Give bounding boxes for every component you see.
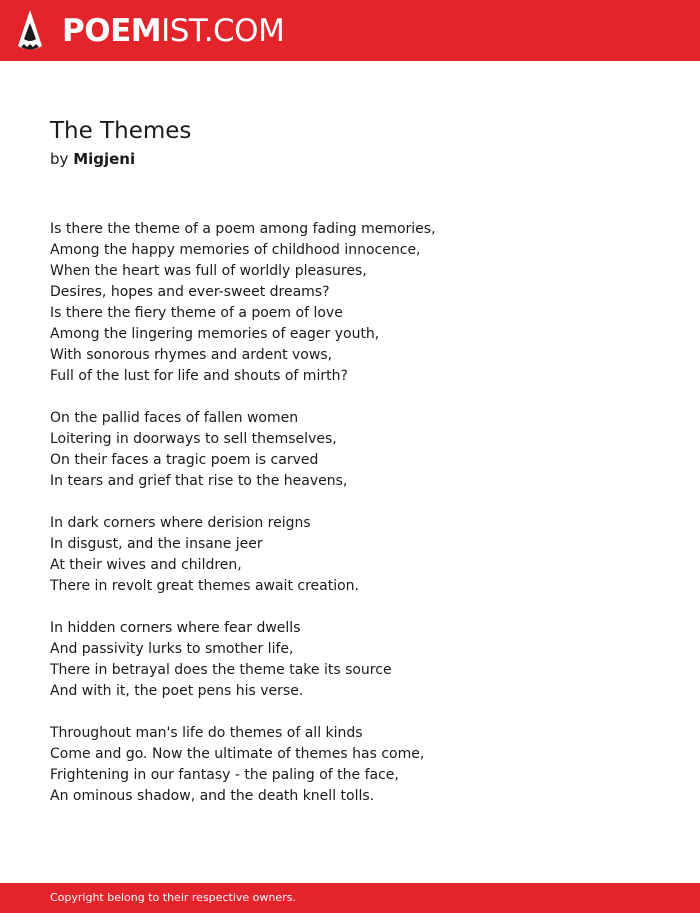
poem-line: Among the lingering memories of eager youth,	[50, 326, 380, 342]
poem-line: On the pallid faces of fallen women	[50, 410, 299, 426]
poem-line: Frightening in our fantasy - the paling of the face,	[50, 767, 399, 783]
by-prefix: by	[50, 150, 69, 168]
poem-line: In dark corners where derision reigns	[50, 515, 311, 531]
poem-line: Desires, hopes and ever-sweet dreams?	[50, 284, 330, 300]
poem-line: Is there the theme of a poem among fading memories,	[50, 221, 436, 237]
copyright-text: Copyright belong to their respective owners.	[50, 891, 296, 904]
pencil-tip-icon	[17, 9, 43, 51]
poem-line: Come and go. Now the ultimate of themes has come,	[50, 746, 425, 762]
poem-stanza	[50, 513, 650, 597]
byline	[50, 149, 135, 169]
poem-stanza	[50, 618, 650, 702]
poem-line: Loitering in doorways to sell themselves,	[50, 431, 337, 447]
poem-stanza	[50, 219, 650, 387]
poem-line: An ominous shadow, and the death knell tolls.	[50, 788, 375, 804]
poem-line: And with it, the poet pens his verse.	[50, 683, 304, 699]
poem-line: In tears and grief that rise to the heavens,	[50, 473, 348, 489]
poem-line: In hidden corners where fear dwells	[50, 620, 301, 636]
poem-author: Migjeni	[73, 150, 136, 168]
site-footer	[0, 883, 700, 913]
poem-line: On their faces a tragic poem is carved	[50, 452, 319, 468]
poem-stanza	[50, 408, 650, 492]
poem-line: Full of the lust for life and shouts of mirth?	[50, 368, 348, 384]
logo-bold-text: POEM	[62, 13, 162, 49]
poem-line: When the heart was full of worldly pleasures,	[50, 263, 367, 279]
poem-line: Among the happy memories of childhood innocence,	[50, 242, 421, 258]
site-logo[interactable]	[62, 13, 284, 49]
poem-line: There in revolt great themes await creation.	[50, 578, 359, 594]
poem-line: With sonorous rhymes and ardent vows,	[50, 347, 333, 363]
logo-light-text: IST.COM	[161, 13, 285, 49]
poem-stanza	[50, 723, 650, 807]
poem-line: At their wives and children,	[50, 557, 242, 573]
poem-line: And passivity lurks to smother life,	[50, 641, 294, 657]
poem-title: The Themes	[50, 118, 192, 144]
poem-line: Throughout man's life do themes of all kinds	[50, 725, 363, 741]
poem-line: In disgust, and the insane jeer	[50, 536, 263, 552]
site-header	[0, 0, 700, 61]
poem-body	[50, 219, 650, 828]
poem-line: There in betrayal does the theme take its source	[50, 662, 392, 678]
poem-line: Is there the fiery theme of a poem of love	[50, 305, 343, 321]
